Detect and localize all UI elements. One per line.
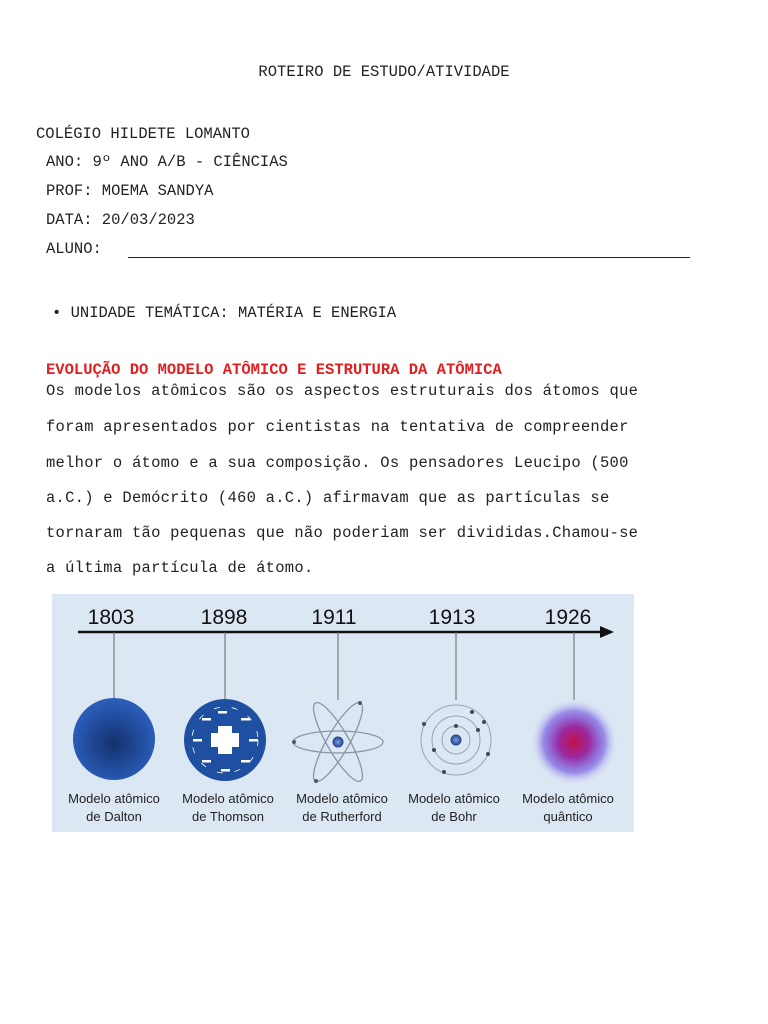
timeline-arrowhead-icon — [600, 626, 614, 638]
quantum-cloud-icon — [530, 698, 618, 786]
caption-thomson-line2: de Thomson — [191, 809, 265, 824]
year-label-dalton: 1803 — [87, 606, 135, 629]
student-name-blank-line[interactable] — [128, 257, 690, 258]
dalton-sphere-icon — [73, 698, 155, 780]
atomic-model-timeline-figure — [52, 594, 634, 832]
grade-subject: ANO: 9º ANO A/B - CIÊNCIAS — [46, 153, 288, 171]
paragraph-line: Os modelos atômicos são os aspectos estruturais dos átomos que — [46, 382, 639, 400]
year-label-bohr: 1913 — [428, 606, 476, 629]
year-label-rutherford: 1911 — [311, 606, 357, 629]
caption-dalton-line2: de Dalton — [86, 809, 142, 824]
caption-rutherford-line2: de Rutherford — [302, 809, 382, 824]
activity-date: DATA: 20/03/2023 — [46, 211, 195, 229]
caption-quantum-line2: quântico — [543, 809, 593, 824]
paragraph-line: melhor o átomo e a sua composição. Os pensadores Leucipo (500 — [46, 454, 629, 472]
caption-quantum-line1: Modelo atômico — [522, 791, 614, 806]
year-label-thomson: 1898 — [200, 606, 248, 629]
paragraph-line: tornaram tão pequenas que não poderiam ser divididas.Chamou-se — [46, 524, 639, 542]
bohr-shells-icon — [421, 705, 491, 775]
student-label: ALUNO: — [46, 240, 102, 258]
school-name: COLÉGIO HILDETE LOMANTO — [36, 125, 250, 143]
paragraph-line: foram apresentados por cientistas na tentativa de compreender — [46, 418, 629, 436]
caption-bohr-line1: Modelo atômico — [408, 791, 500, 806]
section-heading: EVOLUÇÃO DO MODELO ATÔMICO E ESTRUTURA DA ATÔMICA — [46, 361, 502, 379]
caption-rutherford-line1: Modelo atômico — [296, 791, 388, 806]
document-title: ROTEIRO DE ESTUDO/ATIVIDADE — [258, 63, 510, 81]
caption-thomson-line1: Modelo atômico — [182, 791, 274, 806]
year-label-quantum: 1926 — [544, 606, 592, 629]
rutherford-orbits-icon — [292, 698, 383, 787]
thomson-pudding-icon — [184, 699, 266, 781]
caption-bohr-line2: de Bohr — [431, 809, 477, 824]
teacher-name: PROF: MOEMA SANDYA — [46, 182, 214, 200]
paragraph-line: a última partícula de átomo. — [46, 559, 314, 577]
paragraph-line: a.C.) e Demócrito (460 a.C.) afirmavam que as partículas se — [46, 489, 610, 507]
thematic-unit: • UNIDADE TEMÁTICA: MATÉRIA E ENERGIA — [52, 304, 397, 322]
caption-dalton-line1: Modelo atômico — [68, 791, 160, 806]
